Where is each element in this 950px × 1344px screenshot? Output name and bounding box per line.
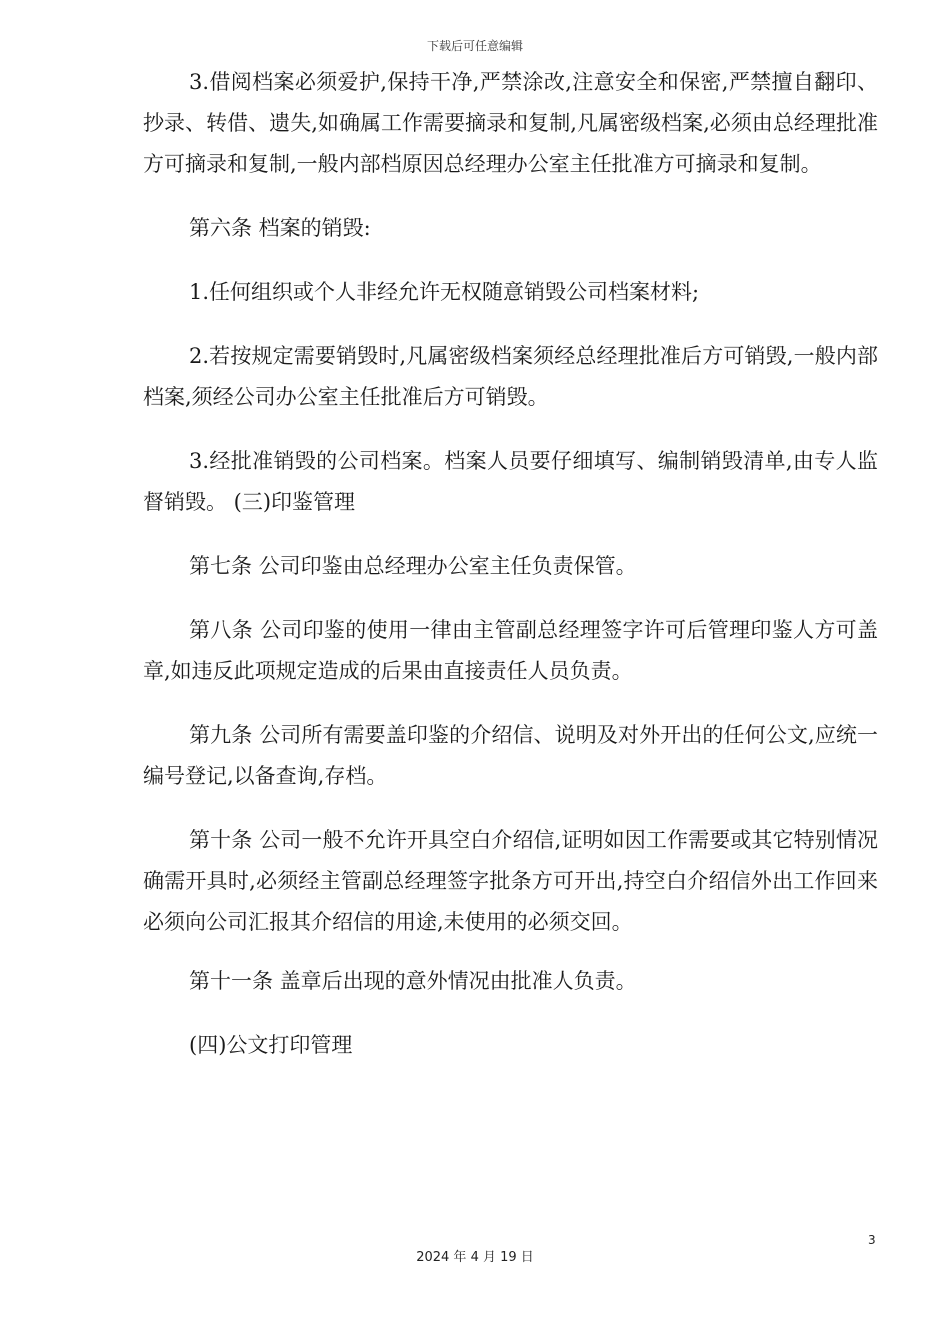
footer-date: 2024 年 4 月 19 日 — [416, 1250, 534, 1265]
paragraph-article-11: 第十一条 盖章后出现的意外情况由批准人负责。 — [189, 969, 637, 993]
paragraph-article-8: 第八条 公司印鉴的使用一律由主管副总经理签字许可后管理印鉴人方可盖章,如违反此项规定造成的后果由直接责任人员负责。 — [143, 618, 878, 683]
paragraph-destruction-rule-2: 2.若按规定需要销毁时,凡属密级档案须经总经理批准后方可销毁,一般内部档案,须经公司办公室主任批准后方可销毁。 — [143, 344, 878, 409]
paragraph-archive-borrowing-rule-3: 3.借阅档案必须爱护,保持干净,严禁涂改,注意安全和保密,严禁擅自翻印、抄录、转借、遗失,如确属工作需要摘录和复制,凡属密级档案,必须由总经理批准方可摘录和复制,一般内部档原因总经理办公室主任批准方可摘录和复制。 — [143, 70, 878, 176]
paragraph-destruction-rule-1: 1.任何组织或个人非经允许无权随意销毁公司档案材料; — [189, 280, 700, 304]
section-heading-document-printing: (四)公文打印管理 — [189, 1033, 353, 1057]
paragraph-destruction-rule-3: 3.经批准销毁的公司档案。档案人员要仔细填写、编制销毁清单,由专人监督销毁。 (三)印鉴管理 — [143, 449, 878, 514]
paragraph-article-6-heading: 第六条 档案的销毁: — [189, 216, 371, 240]
paragraph-article-7: 第七条 公司印鉴由总经理办公室主任负责保管。 — [189, 554, 637, 578]
page-number: 3 — [868, 1233, 876, 1247]
document-body — [143, 62, 878, 1089]
paragraph-article-10: 第十条 公司一般不允许开具空白介绍信,证明如因工作需要或其它特别情况确需开具时,必须经主管副总经理签字批条方可开出,持空白介绍信外出工作回来必须向公司汇报其介绍信的用途,未使用的必须交回。 — [143, 828, 878, 934]
paragraph-article-9: 第九条 公司所有需要盖印鉴的介绍信、说明及对外开出的任何公文,应统一编号登记,以备查询,存档。 — [143, 723, 878, 788]
header-note: 下载后可任意编辑 — [426, 39, 523, 53]
